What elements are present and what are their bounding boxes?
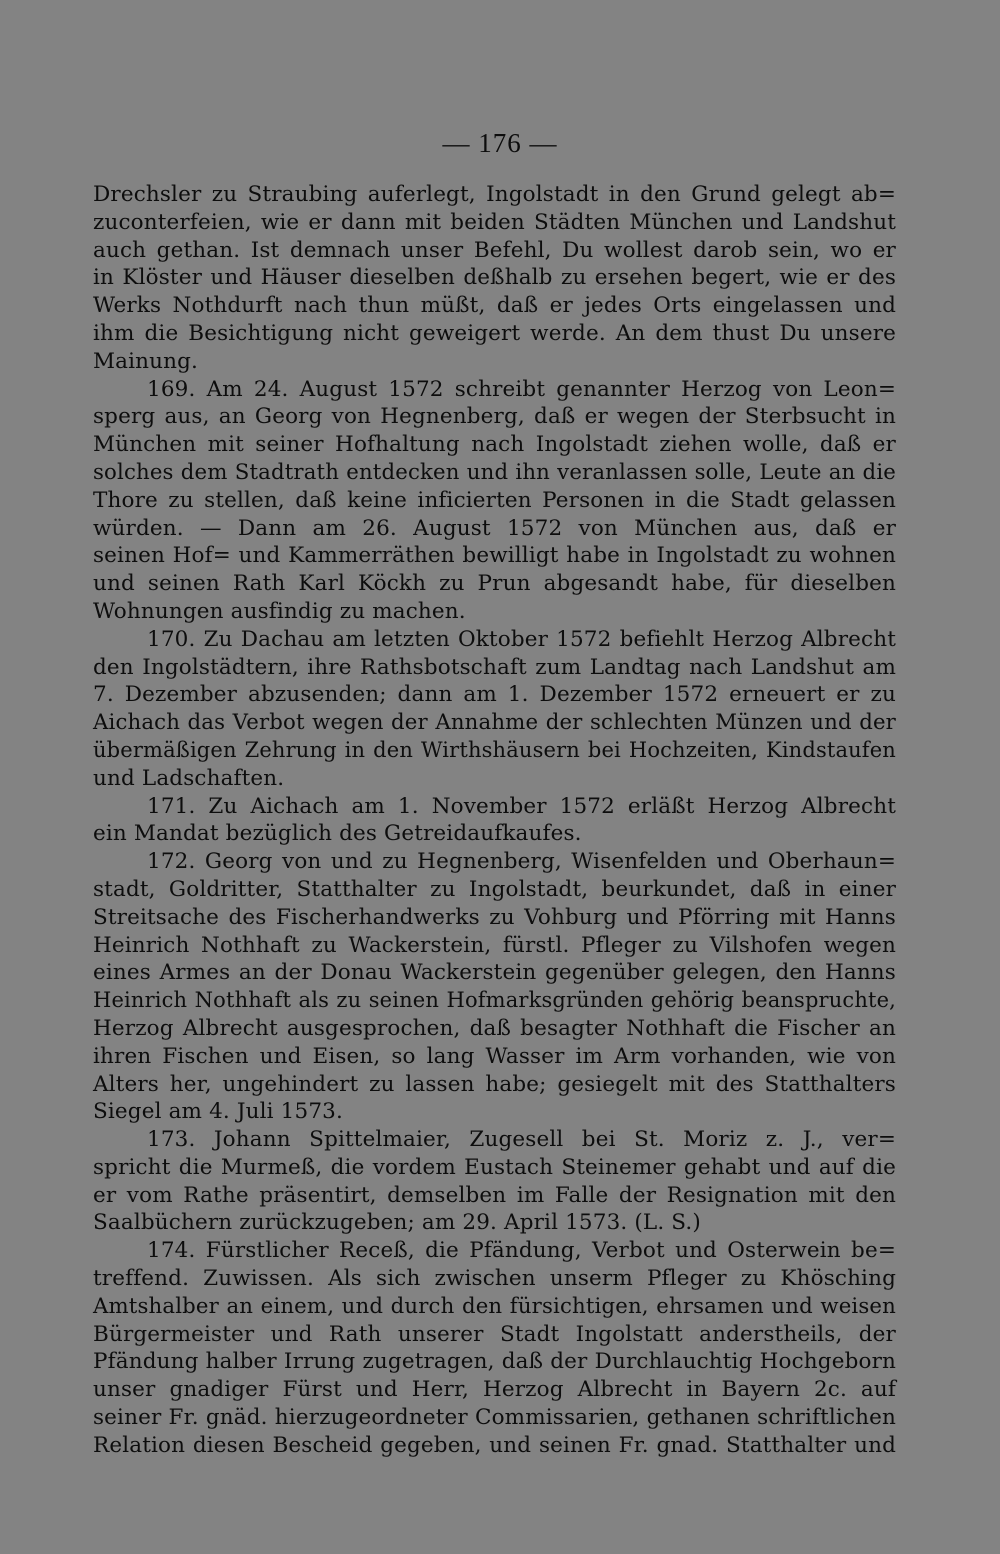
text-line: unser gnadiger Fürst und Herr, Herzog Albrecht in Bayern 2c. auf [93,1377,896,1403]
text-line: Pfändung halber Irrung zugetragen, daß der Durchlauchtig Hochgeborn [93,1349,896,1375]
text-line: Siegel am 4. Juli 1573. [93,1099,343,1125]
text-line: Aichach das Verbot wegen der Annahme der schlechten Münzen und der [93,710,896,736]
text-line: treffend. Zuwissen. Als sich zwischen unserm Pfleger zu Khösching [93,1266,896,1292]
text-line: seiner Fr. gnäd. hierzugeordneter Commissarien, gethanen schriftlichen [93,1405,896,1431]
text-line: er vom Rathe präsentirt, demselben im Falle der Resignation mit den [93,1182,896,1208]
text-line: solches dem Stadtrath entdecken und ihn veranlassen solle, Leute an die [93,459,896,485]
text-line: 173. Johann Spittelmaier, Zugesell bei St. Moriz z. J., ver= [147,1127,896,1153]
text-line: würden. — Dann am 26. August 1572 von München aus, daß er [93,515,896,541]
text-line: 171. Zu Aichach am 1. November 1572 erläßt Herzog Albrecht [147,793,896,819]
text-line: 174. Fürstlicher Receß, die Pfändung, Verbot und Osterwein be= [147,1238,896,1264]
text-line: in Klöster und Häuser dieselben deßhalb zu ersehen begert, wie er des [93,265,896,291]
text-line: 170. Zu Dachau am letzten Oktober 1572 befiehlt Herzog Albrecht [147,626,896,652]
text-line: München mit seiner Hofhaltung nach Ingolstadt ziehen wolle, daß er [93,432,896,458]
page-number: — 176 — [442,128,558,158]
text-line: eines Armes an der Donau Wackerstein gegenüber gelegen, den Hanns [93,960,896,986]
text-line: Drechsler zu Straubing auferlegt, Ingolstadt in den Grund gelegt ab= [93,182,896,207]
text-line: übermäßigen Zehrung in den Wirthshäusern bei Hochzeiten, Kindstaufen [93,737,896,762]
text-line: Werks Nothdurft nach thun müßt, daß er jedes Orts eingelassen und [93,293,896,319]
text-line: Heinrich Nothhaft zu Wackerstein, fürstl. Pfleger zu Vilshofen wegen [93,932,896,958]
text-line: Streitsache des Fischerhandwerks zu Vohburg und Pförring mit Hanns [93,904,896,930]
text-line: Relation diesen Bescheid gegeben, und seinen Fr. gnad. Statthalter und [93,1432,896,1458]
text-line: Herzog Albrecht ausgesprochen, daß besagter Nothhaft die Fischer an [93,1015,896,1041]
text-line: spricht die Murmeß, die vordem Eustach Steinemer gehabt und auf die [93,1154,896,1180]
text-line: seinen Hof= und Kammerräthen bewilligt habe in Ingolstadt zu wohnen [93,543,896,569]
text-line: und Ladschaften. [93,765,285,791]
text-line: Wohnungen ausfindig zu machen. [93,598,466,624]
text-line: stadt, Goldritter, Statthalter zu Ingolstadt, beurkundet, daß in einer [93,876,896,902]
text-line: Heinrich Nothhaft als zu seinen Hofmarksgründen gehörig beanspruchte, [93,988,896,1013]
text-line: sperg aus, an Georg von Hegnenberg, daß er wegen der Sterbsucht in [93,404,896,430]
text-line: zuconterfeien, wie er dann mit beiden Städten München und Landshut [93,209,896,235]
text-line: 169. Am 24. August 1572 schreibt genannter Herzog von Leon= [147,376,896,402]
text-line: auch gethan. Ist demnach unser Befehl, Du wollest darob sein, wo er [93,237,896,263]
text-line: Mainung. [93,348,199,374]
text-line: und seinen Rath Karl Köckh zu Prun abgesandt habe, für dieselben [93,571,896,597]
text-line: Thore zu stellen, daß keine inficierten Personen in die Stadt gelassen [93,487,896,513]
text-line: 7. Dezember abzusenden; dann am 1. Dezember 1572 erneuert er zu [93,682,896,708]
text-line: Saalbüchern zurückzugeben; am 29. April 1573. (L. S.) [93,1210,701,1236]
text-line: ein Mandat bezüglich des Getreidaufkaufes. [93,821,582,847]
text-line: ihm die Besichtigung nicht geweigert werde. An dem thust Du unsere [93,320,896,346]
text-line: Alters her, ungehindert zu lassen habe; gesiegelt mit des Statthalters [93,1071,896,1097]
text-line: Amtshalber an einem, und durch den fürsichtigen, ehrsamen und weisen [93,1293,896,1319]
text-line: ihren Fischen und Eisen, so lang Wasser im Arm vorhanden, wie von [93,1043,896,1069]
text-line: Bürgermeister und Rath unserer Stadt Ingolstatt anderstheils, der [93,1321,896,1347]
text-line: 172. Georg von und zu Hegnenberg, Wisenfelden und Oberhaun= [147,849,896,875]
body-text [93,181,896,1460]
text-line: den Ingolstädtern, ihre Rathsbotschaft zum Landtag nach Landshut am [93,654,896,680]
